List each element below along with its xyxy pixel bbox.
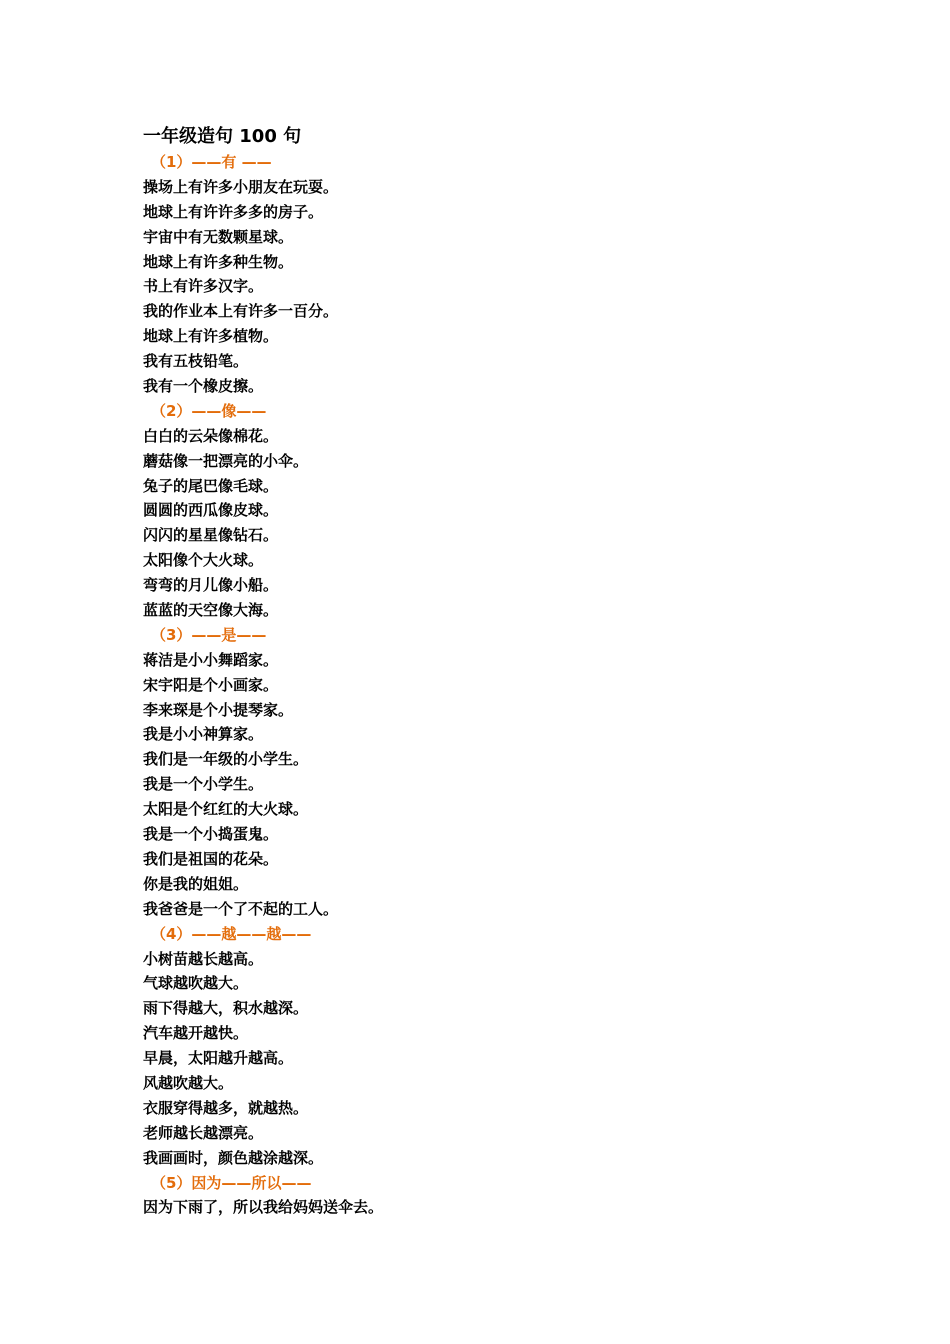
example-sentence: 蘑菇像一把漂亮的小伞。 bbox=[143, 451, 309, 470]
section-heading: （4）——越——越—— bbox=[151, 924, 312, 943]
example-sentence: 气球越吹越大。 bbox=[143, 974, 249, 993]
example-sentence: 宋宇阳是个小画家。 bbox=[143, 675, 279, 694]
example-sentence: 衣服穿得越多，就越热。 bbox=[143, 1098, 309, 1117]
example-sentence: 雨下得越大，积水越深。 bbox=[143, 999, 309, 1018]
example-sentence: 操场上有许多小朋友在玩耍。 bbox=[143, 177, 339, 196]
document-body bbox=[143, 124, 843, 1220]
example-sentence: 蒋洁是小小舞蹈家。 bbox=[143, 650, 279, 669]
example-sentence: 书上有许多汉字。 bbox=[143, 277, 264, 296]
sections-container bbox=[143, 150, 843, 1220]
example-sentence: 早晨，太阳越升越高。 bbox=[143, 1049, 294, 1068]
section-heading: （5）因为——所以—— bbox=[151, 1173, 312, 1192]
example-sentence: 我们是祖国的花朵。 bbox=[143, 849, 279, 868]
section-heading: （2）——像—— bbox=[151, 401, 267, 420]
example-sentence: 兔子的尾巴像毛球。 bbox=[143, 476, 279, 495]
example-sentence: 太阳像个大火球。 bbox=[143, 551, 264, 570]
section-5 bbox=[143, 1171, 843, 1221]
section-2 bbox=[143, 399, 843, 623]
example-sentence: 我是一个小捣蛋鬼。 bbox=[143, 825, 279, 844]
example-sentence: 风越吹越大。 bbox=[143, 1073, 234, 1092]
section-1 bbox=[143, 150, 843, 399]
example-sentence: 汽车越开越快。 bbox=[143, 1024, 249, 1043]
example-sentence: 宇宙中有无数颗星球。 bbox=[143, 227, 294, 246]
example-sentence: 圆圆的西瓜像皮球。 bbox=[143, 501, 279, 520]
example-sentence: 白白的云朵像棉花。 bbox=[143, 426, 279, 445]
example-sentence: 因为下雨了，所以我给妈妈送伞去。 bbox=[143, 1198, 384, 1217]
example-sentence: 闪闪的星星像钻石。 bbox=[143, 526, 279, 545]
example-sentence: 李来琛是个小提琴家。 bbox=[143, 700, 294, 719]
example-sentence: 地球上有许许多多的房子。 bbox=[143, 202, 324, 221]
example-sentence: 太阳是个红红的大火球。 bbox=[143, 800, 309, 819]
section-heading: （1）——有 —— bbox=[151, 153, 272, 171]
example-sentence: 我是一个小学生。 bbox=[143, 775, 264, 794]
section-3 bbox=[143, 623, 843, 922]
document-title: 一年级造句 100 句 bbox=[143, 126, 302, 147]
example-sentence: 地球上有许多种生物。 bbox=[143, 252, 294, 271]
section-4 bbox=[143, 922, 843, 1171]
example-sentence: 我爸爸是一个了不起的工人。 bbox=[143, 899, 339, 918]
example-sentence: 我有一个橡皮擦。 bbox=[143, 377, 264, 396]
example-sentence: 我的作业本上有许多一百分。 bbox=[143, 302, 339, 321]
example-sentence: 蓝蓝的天空像大海。 bbox=[143, 601, 279, 620]
example-sentence: 弯弯的月儿像小船。 bbox=[143, 576, 279, 595]
example-sentence: 我们是一年级的小学生。 bbox=[143, 750, 309, 769]
example-sentence: 你是我的姐姐。 bbox=[143, 874, 249, 893]
example-sentence: 我是小小神算家。 bbox=[143, 725, 264, 744]
example-sentence: 地球上有许多植物。 bbox=[143, 327, 279, 346]
example-sentence: 我画画时，颜色越涂越深。 bbox=[143, 1148, 324, 1167]
example-sentence: 我有五枝铅笔。 bbox=[143, 352, 249, 371]
section-heading: （3）——是—— bbox=[151, 625, 267, 644]
example-sentence: 老师越长越漂亮。 bbox=[143, 1123, 264, 1142]
example-sentence: 小树苗越长越高。 bbox=[143, 949, 264, 968]
